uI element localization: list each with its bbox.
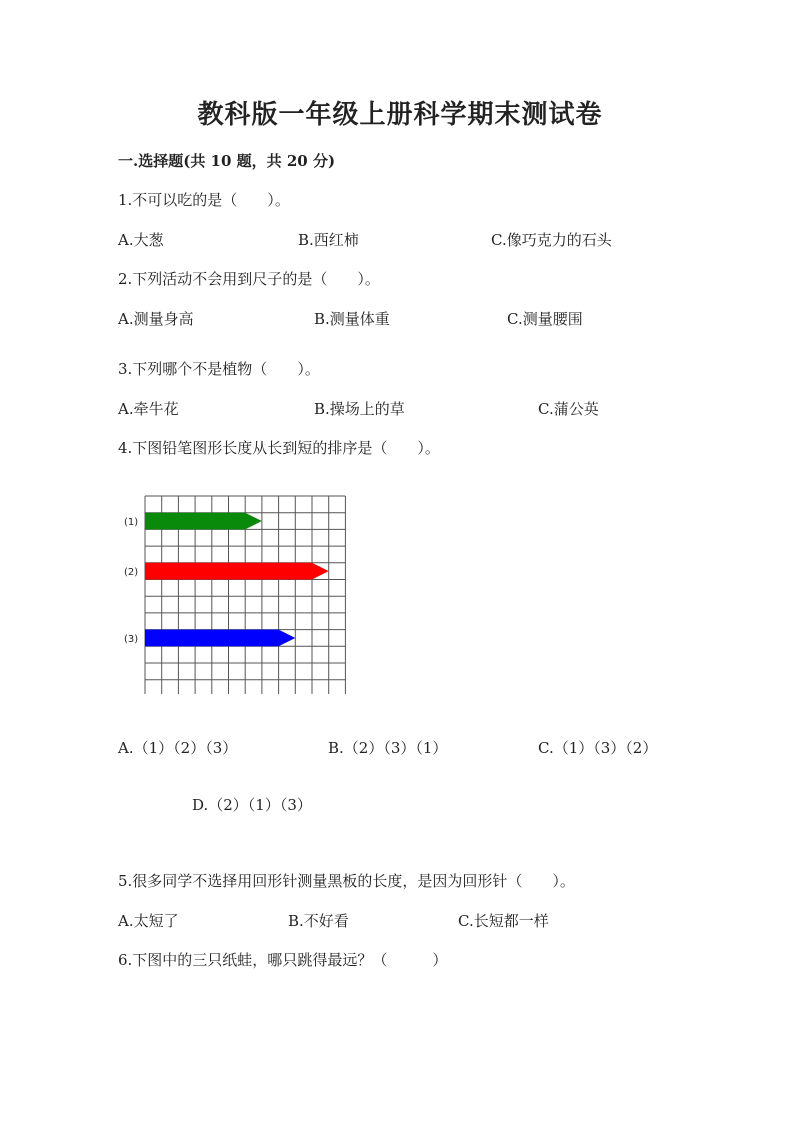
q2-option-c[interactable]: C.测量腰围 — [507, 310, 583, 328]
pencil-grid-figure — [122, 494, 352, 694]
q4-option-c[interactable]: C.（1）（3）（2） — [538, 739, 658, 757]
q5-option-a[interactable]: A.太短了 — [118, 912, 179, 930]
q2-option-a[interactable]: A.测量身高 — [118, 310, 194, 328]
pencil-label-2: (2) — [124, 567, 139, 579]
question-6: 6.下图中的三只纸蛙，哪只跳得最远？（ ） — [118, 951, 448, 969]
question-5: 5.很多同学不选择用回形针测量黑板的长度，是因为回形针（ ）。 — [118, 872, 575, 890]
pencil-label-3: (3) — [124, 633, 139, 645]
pencil-shape-3 — [145, 630, 295, 647]
q4-option-d[interactable]: D.（2）（1）（3） — [192, 796, 312, 814]
pencils — [124, 513, 329, 647]
question-2: 2.下列活动不会用到尺子的是（ ）。 — [118, 270, 380, 288]
q1-option-a[interactable]: A.大葱 — [118, 231, 164, 249]
section-heading: 一.选择题(共 10 题，共 20 分) — [118, 152, 336, 170]
pencil-shape-1 — [145, 513, 262, 530]
q3-option-c[interactable]: C.蒲公英 — [538, 400, 599, 418]
page-title: 教科版一年级上册科学期末测试卷 — [197, 100, 603, 130]
question-1: 1.不可以吃的是（ ）。 — [118, 191, 290, 209]
q1-option-c[interactable]: C.像巧克力的石头 — [491, 231, 612, 249]
q1-option-b[interactable]: B.西红柿 — [298, 231, 359, 249]
q5-option-b[interactable]: B.不好看 — [288, 912, 349, 930]
q3-option-b[interactable]: B.操场上的草 — [314, 400, 405, 418]
q4-option-a[interactable]: A.（1）（2）（3） — [118, 739, 238, 757]
question-3: 3.下列哪个不是植物（ ）。 — [118, 360, 320, 378]
q4-option-b[interactable]: B.（2）（3）（1） — [328, 739, 448, 757]
q2-option-b[interactable]: B.测量体重 — [314, 310, 390, 328]
q5-option-c[interactable]: C.长短都一样 — [458, 912, 549, 930]
pencil-label-1: (1) — [124, 517, 139, 529]
q3-option-a[interactable]: A.牵牛花 — [118, 400, 179, 418]
pencil-shape-2 — [145, 563, 329, 580]
question-4: 4.下图铅笔图形长度从长到短的排序是（ ）。 — [118, 439, 440, 457]
